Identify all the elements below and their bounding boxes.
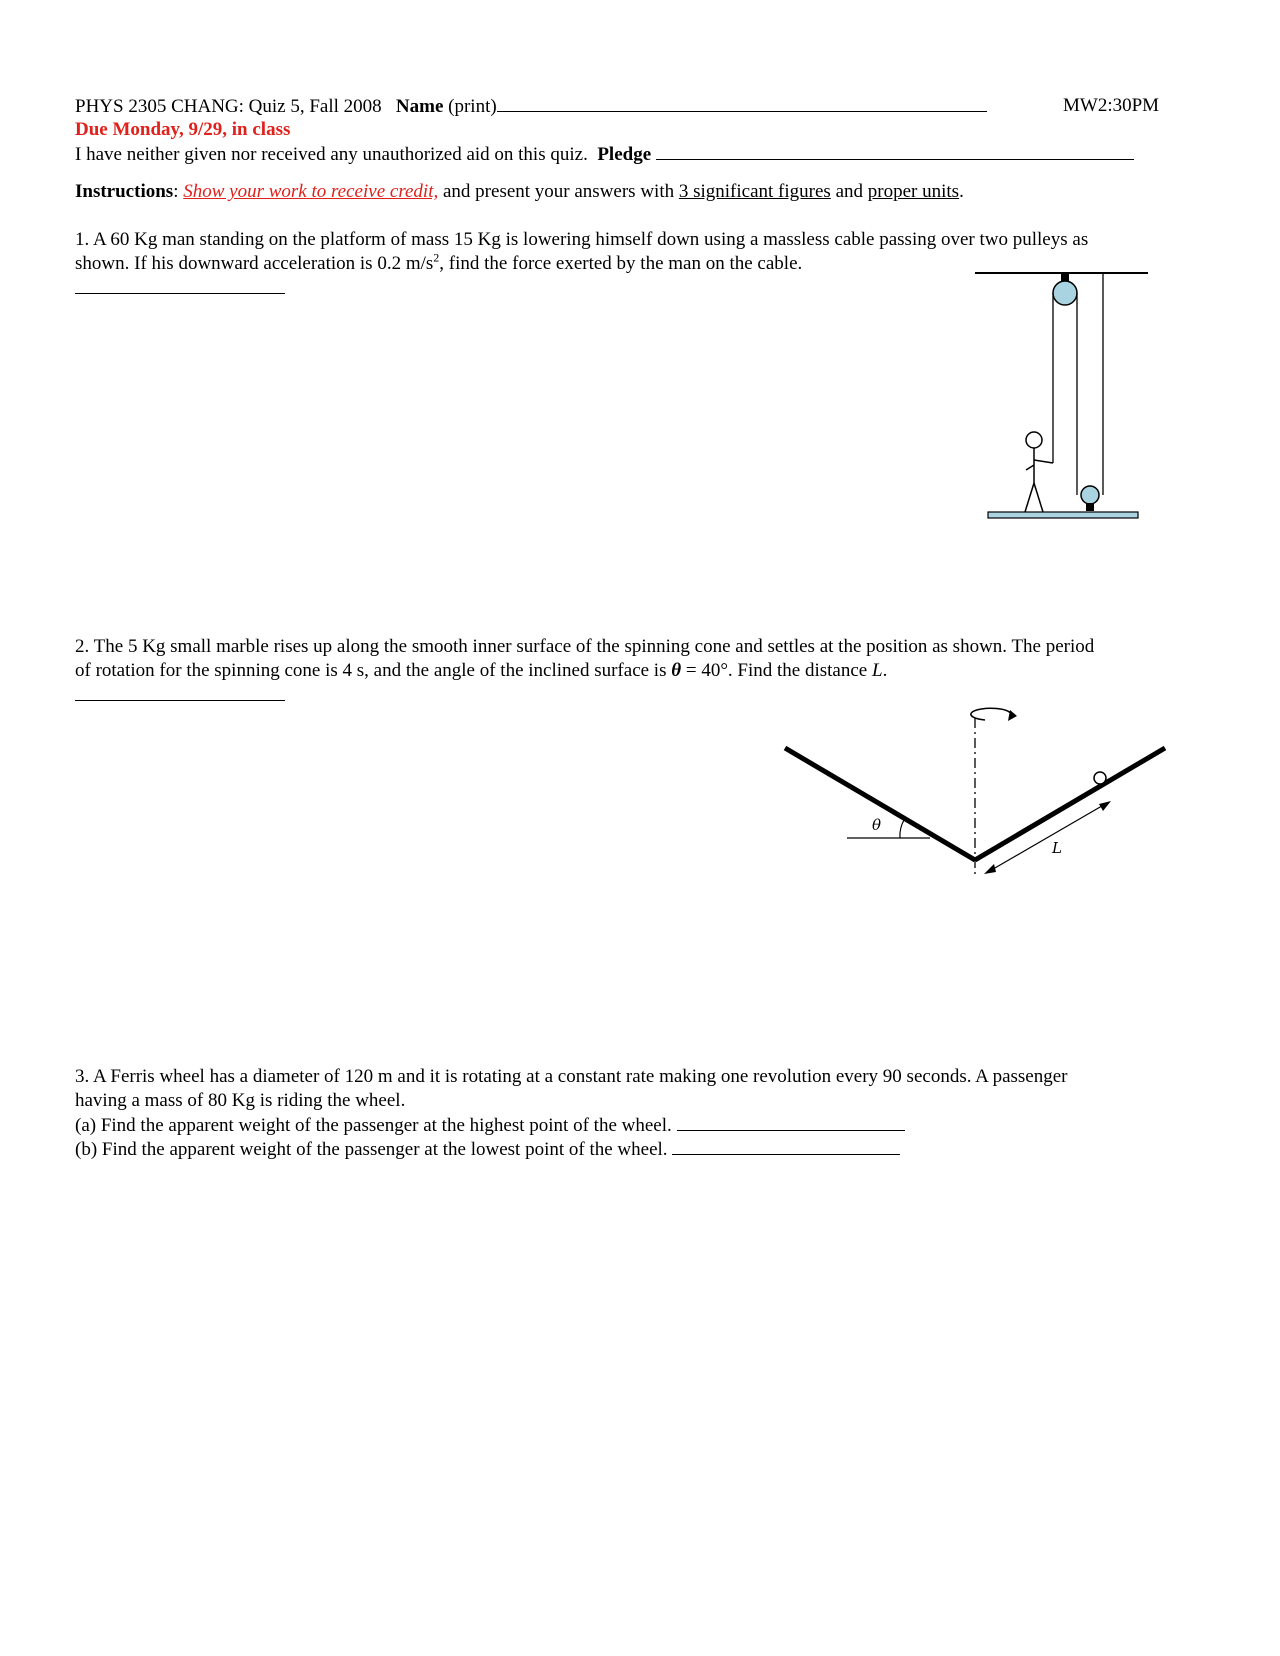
instructions-mid: and present your answers with xyxy=(438,181,679,202)
q3-part-b xyxy=(75,1137,900,1161)
instructions-end: . xyxy=(959,181,964,202)
course-title: PHYS 2305 CHANG: Quiz 5, Fall 2008 xyxy=(75,96,382,117)
distance-L-line xyxy=(988,803,1107,872)
rotation-arrow xyxy=(971,708,1011,720)
bottom-pulley xyxy=(1081,486,1099,504)
name-label: Name xyxy=(395,96,444,117)
q2-line-2 xyxy=(75,659,887,682)
pledge-blank[interactable] xyxy=(656,142,1134,160)
q3-part-a-blank[interactable] xyxy=(677,1113,905,1131)
q2-answer-blank[interactable] xyxy=(75,684,285,701)
q3-part-b-text: (b) Find the apparent weight of the passenger at the lowest point of the wheel. xyxy=(75,1139,668,1160)
section-time: MW2:30PM xyxy=(1063,95,1160,116)
q1-line-1: 1. A 60 Kg man standing on the platform of mass 15 Kg is lowering himself down using a massless cable passing over two pulleys as xyxy=(75,229,1089,250)
figure-L-label: L xyxy=(1052,839,1062,857)
instructions-label: Instructions xyxy=(75,181,174,202)
instructions-and: and xyxy=(830,181,868,202)
sig-figs-text: 3 significant figures xyxy=(678,181,831,202)
q3-line-2: having a mass of 80 Kg is riding the wheel. xyxy=(75,1090,406,1111)
q2-cone-figure xyxy=(780,700,1180,900)
q1-superscript: 2 xyxy=(433,250,440,265)
distance-arrow-top xyxy=(1099,801,1111,811)
cone-right-side xyxy=(975,748,1165,860)
due-date: Due Monday, 9/29, in class xyxy=(75,119,291,140)
top-pulley xyxy=(1053,281,1077,305)
q3-part-b-blank[interactable] xyxy=(672,1137,900,1155)
q2-text-c: . xyxy=(882,660,888,681)
q1-text-a: shown. If his downward acceleration is 0.2 m/s xyxy=(75,253,434,274)
q1-pulley-figure xyxy=(970,265,1150,520)
angle-arc xyxy=(900,820,904,838)
honor-text: I have neither given nor received any unauthorized aid on this quiz. xyxy=(75,144,588,165)
q2-text-b: = 40°. Find the distance xyxy=(681,660,872,681)
q2-L: L xyxy=(871,660,883,681)
instructions: Instructions: Show your work to receive credit, and present your answers with 3 significant figures and proper units. xyxy=(75,181,964,202)
q3-part-a xyxy=(75,1113,905,1137)
platform xyxy=(988,512,1138,518)
distance-arrow-bottom xyxy=(984,864,996,874)
stick-man xyxy=(1025,432,1053,512)
q1-answer-blank[interactable] xyxy=(75,277,285,294)
honor-line xyxy=(75,142,1134,166)
figure-theta-label: θ xyxy=(872,816,882,834)
q2-line-1: 2. The 5 Kg small marble rises up along the smooth inner surface of the spinning cone and settles at the position as shown. The period xyxy=(75,636,1095,657)
header-line-1 xyxy=(75,94,987,118)
units-text: proper units xyxy=(867,181,960,202)
cone-left-side xyxy=(785,748,975,860)
name-blank[interactable] xyxy=(497,94,987,112)
name-hint: (print) xyxy=(448,96,497,117)
q1-line-2 xyxy=(75,252,802,275)
q2-text-a: of rotation for the spinning cone is 4 s, and the angle of the inclined surface is xyxy=(75,660,672,681)
q2-theta: θ xyxy=(671,660,682,681)
marble xyxy=(1094,772,1106,784)
pledge-label: Pledge xyxy=(597,144,652,165)
q3-line-1: 3. A Ferris wheel has a diameter of 120 m and it is rotating at a constant rate making one revolution every 90 seconds. A passenger xyxy=(75,1066,1068,1087)
q1-text-b: , find the force exerted by the man on the cable. xyxy=(439,253,803,274)
bottom-pulley-mount xyxy=(1086,503,1094,511)
show-work-text: Show your work to receive credit, xyxy=(183,181,439,202)
q3-part-a-text: (a) Find the apparent weight of the passenger at the highest point of the wheel. xyxy=(75,1115,672,1136)
